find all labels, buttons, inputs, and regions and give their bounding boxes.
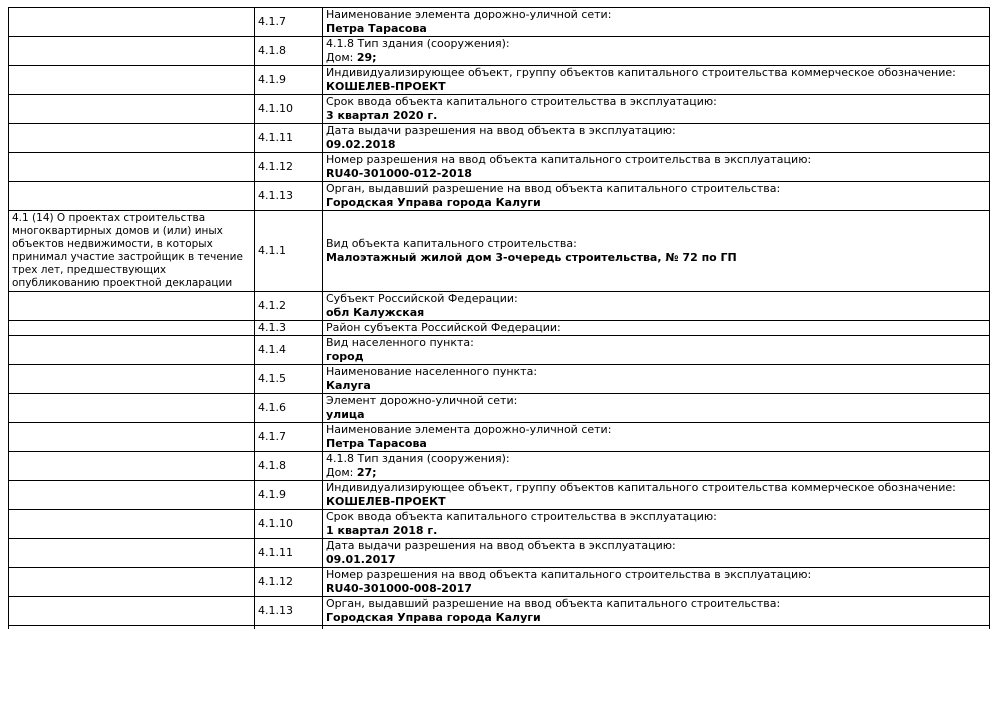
row-code: 4.1.7 — [258, 430, 286, 443]
table-row — [9, 37, 990, 66]
section-cell — [9, 481, 255, 510]
row-value-line — [326, 109, 986, 123]
row-content-cell — [323, 8, 990, 37]
row-code-cell — [255, 394, 323, 423]
row-value: Малоэтажный жилой дом 3-очередь строительства, № 72 по ГП — [326, 251, 737, 264]
project-declaration-table — [8, 7, 990, 626]
row-value: 3 квартал 2020 г. — [326, 109, 438, 122]
row-content-cell — [323, 153, 990, 182]
table-row — [9, 8, 990, 37]
row-code-cell — [255, 95, 323, 124]
table-row — [9, 452, 990, 481]
row-content-cell — [323, 452, 990, 481]
section-cell — [9, 568, 255, 597]
row-value-line — [326, 80, 986, 94]
clipped-section-cell — [8, 626, 254, 629]
row-label: Индивидуализирующее объект, группу объектов капитального строительства коммерческое обозначение: — [326, 481, 956, 494]
table-row — [9, 510, 990, 539]
row-value-line — [326, 51, 986, 65]
row-content-cell — [323, 292, 990, 321]
row-value-line — [326, 167, 986, 181]
row-label: Наименование элемента дорожно-уличной сети: — [326, 8, 612, 21]
row-content-cell — [323, 539, 990, 568]
row-code-cell — [255, 597, 323, 626]
section-cell — [9, 336, 255, 365]
section-label: 4.1 (14) О проектах строительства многоквартирных домов и (или) иных объектов недвижимости, в которых принимал участие застройщик в течение трех лет, предшествующих опубликованию проектной декларации — [12, 212, 243, 289]
row-value-prefix: Дом: — [326, 51, 357, 64]
row-value: КОШЕЛЕВ-ПРОЕКТ — [326, 80, 446, 93]
row-code: 4.1.1 — [258, 244, 286, 257]
row-label: Наименование элемента дорожно-уличной сети: — [326, 423, 612, 436]
row-content-cell — [323, 597, 990, 626]
row-content-cell — [323, 124, 990, 153]
section-cell — [9, 365, 255, 394]
section-cell — [9, 394, 255, 423]
row-content-cell — [323, 66, 990, 95]
row-label: Срок ввода объекта капитального строительства в эксплуатацию: — [326, 95, 717, 108]
row-value: 29; — [356, 51, 377, 64]
row-label: Элемент дорожно-уличной сети: — [326, 394, 518, 407]
row-code-cell — [255, 481, 323, 510]
table-row — [9, 124, 990, 153]
table-row — [9, 394, 990, 423]
table-row — [9, 336, 990, 365]
row-value-line — [326, 350, 986, 364]
section-cell — [9, 95, 255, 124]
row-value: 09.01.2017 — [326, 553, 396, 566]
section-cell — [9, 510, 255, 539]
row-code: 4.1.12 — [258, 575, 293, 588]
row-value: 1 квартал 2018 г. — [326, 524, 438, 537]
row-code: 4.1.13 — [258, 604, 293, 617]
clipped-content-cell — [322, 626, 990, 629]
row-content-cell — [323, 423, 990, 452]
row-code-cell — [255, 423, 323, 452]
table-row — [9, 568, 990, 597]
table-row — [9, 365, 990, 394]
section-cell — [9, 153, 255, 182]
row-label: Номер разрешения на ввод объекта капитального строительства в эксплуатацию: — [326, 153, 812, 166]
row-code: 4.1.12 — [258, 160, 293, 173]
table-row — [9, 66, 990, 95]
section-cell — [9, 292, 255, 321]
row-code-cell — [255, 37, 323, 66]
row-code-cell — [255, 510, 323, 539]
table-row — [9, 321, 990, 336]
clipped-next-row — [8, 626, 990, 629]
row-content-cell — [323, 321, 990, 336]
row-code: 4.1.3 — [258, 321, 286, 334]
row-code: 4.1.7 — [258, 15, 286, 28]
row-value: RU40-301000-008-2017 — [326, 582, 472, 595]
row-value-line — [326, 495, 986, 509]
section-cell — [9, 423, 255, 452]
section-cell — [9, 124, 255, 153]
table-row — [9, 211, 990, 292]
row-code-cell — [255, 568, 323, 597]
row-label: 4.1.8 Тип здания (сооружения): — [326, 37, 510, 50]
row-label: Дата выдачи разрешения на ввод объекта в эксплуатацию: — [326, 124, 676, 137]
row-value: город — [326, 350, 364, 363]
row-code-cell — [255, 8, 323, 37]
row-code-cell — [255, 153, 323, 182]
row-content-cell — [323, 394, 990, 423]
table-row — [9, 153, 990, 182]
table-row — [9, 292, 990, 321]
row-value-line — [326, 251, 986, 265]
row-value-line — [326, 466, 986, 480]
row-value: КОШЕЛЕВ-ПРОЕКТ — [326, 495, 446, 508]
row-code-cell — [255, 182, 323, 211]
table-row — [9, 539, 990, 568]
row-code: 4.1.2 — [258, 299, 286, 312]
section-cell — [9, 8, 255, 37]
row-code: 4.1.8 — [258, 44, 286, 57]
row-content-cell — [323, 365, 990, 394]
row-value-line — [326, 22, 986, 36]
table-row — [9, 597, 990, 626]
table-row — [9, 481, 990, 510]
row-code-cell — [255, 452, 323, 481]
row-content-cell — [323, 95, 990, 124]
row-value: 27; — [356, 466, 377, 479]
row-code-cell — [255, 321, 323, 336]
section-cell — [9, 37, 255, 66]
row-value: обл Калужская — [326, 306, 425, 319]
section-cell — [9, 452, 255, 481]
row-value-line — [326, 196, 986, 210]
section-cell — [9, 211, 255, 292]
table-row — [9, 182, 990, 211]
row-code-cell — [255, 211, 323, 292]
row-content-cell — [323, 37, 990, 66]
row-content-cell — [323, 182, 990, 211]
row-label: Вид объекта капитального строительства: — [326, 237, 577, 250]
row-value: 09.02.2018 — [326, 138, 396, 151]
row-code-cell — [255, 66, 323, 95]
clipped-code-cell — [254, 626, 322, 629]
section-cell — [9, 66, 255, 95]
row-code: 4.1.8 — [258, 459, 286, 472]
table-row — [9, 423, 990, 452]
row-code-cell — [255, 365, 323, 394]
row-code: 4.1.4 — [258, 343, 286, 356]
section-cell — [9, 597, 255, 626]
row-label: Дата выдачи разрешения на ввод объекта в эксплуатацию: — [326, 539, 676, 552]
row-label: Субъект Российской Федерации: — [326, 292, 518, 305]
row-value: улица — [326, 408, 365, 421]
row-label: Район субъекта Российской Федерации: — [326, 321, 561, 334]
row-value: Петра Тарасова — [326, 22, 427, 35]
row-code: 4.1.11 — [258, 546, 293, 559]
row-code: 4.1.6 — [258, 401, 286, 414]
table-row — [9, 95, 990, 124]
row-value-line — [326, 138, 986, 152]
row-code-cell — [255, 124, 323, 153]
row-value-line — [326, 611, 986, 625]
section-cell — [9, 539, 255, 568]
row-value-line — [326, 306, 986, 320]
row-code: 4.1.10 — [258, 517, 293, 530]
row-value-line — [326, 408, 986, 422]
section-cell — [9, 321, 255, 336]
table-body — [9, 8, 990, 626]
row-value-line — [326, 437, 986, 451]
row-code: 4.1.9 — [258, 488, 286, 501]
row-content-cell — [323, 510, 990, 539]
row-label: Орган, выдавший разрешение на ввод объекта капитального строительства: — [326, 597, 781, 610]
row-content-cell — [323, 211, 990, 292]
section-cell — [9, 182, 255, 211]
row-value: Городская Управа города Калуги — [326, 196, 541, 209]
row-label: Индивидуализирующее объект, группу объектов капитального строительства коммерческое обозначение: — [326, 66, 956, 79]
row-label: Срок ввода объекта капитального строительства в эксплуатацию: — [326, 510, 717, 523]
row-code: 4.1.10 — [258, 102, 293, 115]
row-content-cell — [323, 568, 990, 597]
row-code: 4.1.9 — [258, 73, 286, 86]
row-code: 4.1.5 — [258, 372, 286, 385]
row-label: Вид населенного пункта: — [326, 336, 474, 349]
row-label: Наименование населенного пункта: — [326, 365, 538, 378]
row-value: Петра Тарасова — [326, 437, 427, 450]
row-code: 4.1.13 — [258, 189, 293, 202]
row-value-prefix: Дом: — [326, 466, 357, 479]
row-content-cell — [323, 336, 990, 365]
row-value: RU40-301000-012-2018 — [326, 167, 472, 180]
row-code-cell — [255, 292, 323, 321]
row-value-line — [326, 524, 986, 538]
row-value-line — [326, 553, 986, 567]
row-label: Номер разрешения на ввод объекта капитального строительства в эксплуатацию: — [326, 568, 812, 581]
row-label: 4.1.8 Тип здания (сооружения): — [326, 452, 510, 465]
row-label: Орган, выдавший разрешение на ввод объекта капитального строительства: — [326, 182, 781, 195]
row-value: Калуга — [326, 379, 371, 392]
row-value-line — [326, 379, 986, 393]
row-code-cell — [255, 336, 323, 365]
row-code-cell — [255, 539, 323, 568]
row-value-line — [326, 582, 986, 596]
row-code: 4.1.11 — [258, 131, 293, 144]
row-value: Городская Управа города Калуги — [326, 611, 541, 624]
row-content-cell — [323, 481, 990, 510]
